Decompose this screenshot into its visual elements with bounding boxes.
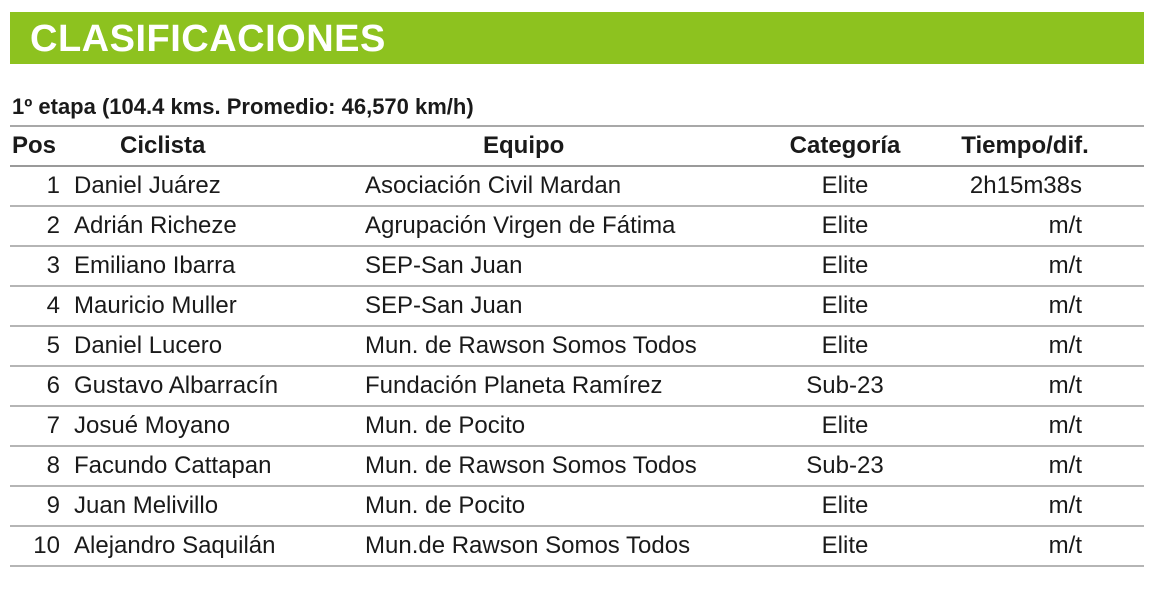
row-pos: 5 bbox=[46, 332, 60, 359]
table-row bbox=[10, 367, 1144, 407]
row-time: m/t bbox=[1048, 292, 1082, 319]
row-category: Elite bbox=[821, 492, 869, 519]
row-time: m/t bbox=[1048, 412, 1082, 439]
row-time: m/t bbox=[1048, 372, 1082, 399]
row-rider: Juan Melivillo bbox=[74, 492, 219, 519]
header-rider: Ciclista bbox=[120, 132, 206, 159]
table-row bbox=[10, 407, 1144, 447]
row-rider: Emiliano Ibarra bbox=[74, 252, 236, 279]
table-header-row bbox=[10, 127, 1144, 167]
row-rider: Gustavo Albarracín bbox=[74, 372, 279, 399]
table-row bbox=[10, 207, 1144, 247]
table-row bbox=[10, 287, 1144, 327]
row-category: Elite bbox=[821, 412, 869, 439]
row-category: Sub-23 bbox=[806, 452, 884, 479]
row-time: m/t bbox=[1048, 452, 1082, 479]
header-category: Categoría bbox=[789, 132, 901, 159]
row-rider: Josué Moyano bbox=[74, 412, 231, 439]
row-team: Agrupación Virgen de Fátima bbox=[365, 212, 676, 239]
row-time: 2h15m38s bbox=[969, 172, 1082, 199]
row-team: Asociación Civil Mardan bbox=[365, 172, 622, 199]
row-category: Elite bbox=[821, 292, 869, 319]
row-category: Sub-23 bbox=[806, 372, 884, 399]
row-category: Elite bbox=[821, 212, 869, 239]
row-time: m/t bbox=[1048, 212, 1082, 239]
row-team: Mun. de Pocito bbox=[365, 412, 526, 439]
row-category: Elite bbox=[821, 252, 869, 279]
row-time: m/t bbox=[1048, 332, 1082, 359]
row-team: Mun.de Rawson Somos Todos bbox=[365, 532, 691, 559]
row-category: Elite bbox=[821, 172, 869, 199]
row-team: Mun. de Pocito bbox=[365, 492, 526, 519]
row-team: Mun. de Rawson Somos Todos bbox=[365, 332, 697, 359]
page-title: CLASIFICACIONES bbox=[30, 18, 386, 60]
row-team: Mun. de Rawson Somos Todos bbox=[365, 452, 697, 479]
row-team: SEP-San Juan bbox=[365, 292, 523, 319]
table-row bbox=[10, 167, 1144, 207]
title-banner bbox=[10, 12, 1144, 64]
row-time: m/t bbox=[1048, 252, 1082, 279]
row-pos: 6 bbox=[46, 372, 60, 399]
row-rider: Adrián Richeze bbox=[74, 212, 237, 239]
row-category: Elite bbox=[821, 332, 869, 359]
row-pos: 8 bbox=[46, 452, 60, 479]
row-category: Elite bbox=[821, 532, 869, 559]
header-pos: Pos bbox=[12, 132, 57, 159]
row-pos: 1 bbox=[46, 172, 60, 199]
table-row bbox=[10, 447, 1144, 487]
row-time: m/t bbox=[1048, 492, 1082, 519]
row-rider: Daniel Lucero bbox=[74, 332, 223, 359]
header-team: Equipo bbox=[483, 132, 565, 159]
stage-subtitle: 1º etapa (104.4 kms. Promedio: 46,570 km/h) bbox=[12, 94, 474, 119]
row-pos: 7 bbox=[46, 412, 60, 439]
table-row bbox=[10, 247, 1144, 287]
header-time: Tiempo/dif. bbox=[961, 132, 1089, 159]
row-time: m/t bbox=[1048, 532, 1082, 559]
row-team: SEP-San Juan bbox=[365, 252, 523, 279]
table-row bbox=[10, 327, 1144, 367]
row-pos: 3 bbox=[46, 252, 60, 279]
row-rider: Daniel Juárez bbox=[74, 172, 221, 199]
row-pos: 10 bbox=[33, 532, 60, 559]
row-pos: 2 bbox=[46, 212, 60, 239]
table-row bbox=[10, 527, 1144, 567]
table-row bbox=[10, 487, 1144, 527]
row-rider: Mauricio Muller bbox=[74, 292, 237, 319]
row-rider: Alejandro Saquilán bbox=[74, 532, 276, 559]
row-pos: 9 bbox=[46, 492, 60, 519]
row-team: Fundación Planeta Ramírez bbox=[365, 372, 663, 399]
row-pos: 4 bbox=[46, 292, 60, 319]
classification-table bbox=[10, 125, 1144, 567]
row-rider: Facundo Cattapan bbox=[74, 452, 272, 479]
